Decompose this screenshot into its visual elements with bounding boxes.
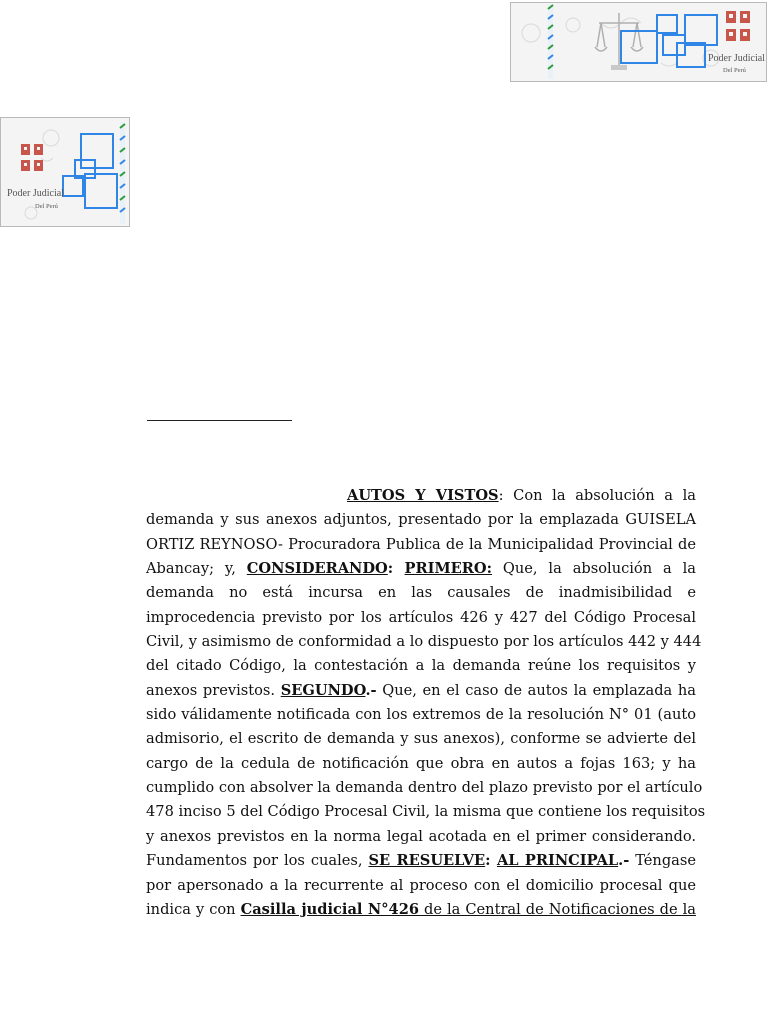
poder-judicial-logo-left [0,117,130,227]
text-line [146,533,696,557]
text-line [146,825,696,849]
text-line [146,898,696,922]
plain-text: Abancay; y, [146,560,247,578]
emphasis-text: CONSIDERANDO [246,560,388,578]
plain-text: Fundamentos por los cuales, [146,852,369,870]
emphasis-text: PRIMERO: [404,560,492,578]
emphasis-text: .- [618,852,630,870]
plain-text: Que, la absolución a la [491,560,697,578]
emphasis-text: AL PRINCIPAL [496,852,619,870]
emblem-text-1: Poder Judicial [708,53,765,64]
text-line [146,581,696,605]
emphasis-text: .- [365,681,377,699]
emblem-text-1: Poder Judicial [7,188,64,199]
text-line [146,557,696,581]
plain-text: anexos previstos. [146,681,281,699]
plain-text: admisorio, el escrito de demanda y sus anexos), conforme se advierte del [146,730,696,748]
plain-text: 478 inciso 5 del Código Procesal Civil, la misma que contiene los requisitos [146,803,706,821]
plain-text: Que, en el caso de autos la emplazada ha [376,681,697,699]
plain-text: : Con la absolución a la [498,487,697,504]
poder-judicial-emblem-icon [511,3,767,82]
plain-text: Civil, y asimismo de conformidad a lo dispuesto por los artículos 442 y 444 [146,633,702,651]
emphasis-text: Casilla judicial N°426 [240,900,420,918]
text-line [146,703,696,727]
plain-text: de la Central de Notificaciones de la [419,900,696,918]
text-line [146,630,702,654]
emphasis-text: AUTOS Y VISTOS [347,487,499,504]
plain-text: ORTIZ REYNOSO- Procuradora Publica de la Municipalidad Provincial de [146,535,696,553]
text-line [146,606,696,630]
text-line [146,508,696,532]
emphasis-text: SE RESUELVE [368,852,486,870]
emphasis-text: SEGUNDO [280,681,366,699]
text-line [146,874,696,898]
poder-judicial-logo-top-right [510,2,767,82]
text-line [146,727,696,751]
text-line [146,776,703,800]
resolution-body [146,484,706,922]
signature-rule [147,420,292,421]
plain-text: improcedencia previsto por los artículos 426 y 427 del Código Procesal [146,608,696,626]
emblem-text-2: Del Perú [723,67,746,74]
emphasis-text: : [485,852,497,870]
text-line [146,484,696,508]
poder-judicial-emblem-icon [1,118,130,227]
plain-text: demanda y sus anexos adjuntos, presentado por la emplazada GUISELA [146,511,696,529]
plain-text: Téngase [629,852,696,870]
plain-text: sido válidamente notificada con los extremos de la resolución N° 01 (auto [146,706,696,724]
text-line [146,752,696,776]
plain-text: del citado Código, la contestación a la demanda reúne los requisitos y [146,657,696,675]
plain-text: cargo de la cedula de notificación que obra en autos a fojas 163; y ha [146,754,696,772]
emphasis-text: : [387,560,405,578]
plain-text: indica y con [146,900,241,918]
plain-text: por apersonado a la recurrente al proceso con el domicilio procesal que [146,876,696,894]
plain-text: y anexos previstos en la norma legal acotada en el primer considerando. [146,827,696,845]
text-line [146,800,706,824]
text-line [146,849,696,873]
plain-text: demanda no está incursa en las causales de inadmisibilidad e [146,584,696,602]
emblem-text-2: Del Perú [35,203,58,210]
text-line [146,679,696,703]
plain-text: cumplido con absolver la demanda dentro del plazo previsto por el artículo [146,779,703,797]
text-line [146,654,696,678]
